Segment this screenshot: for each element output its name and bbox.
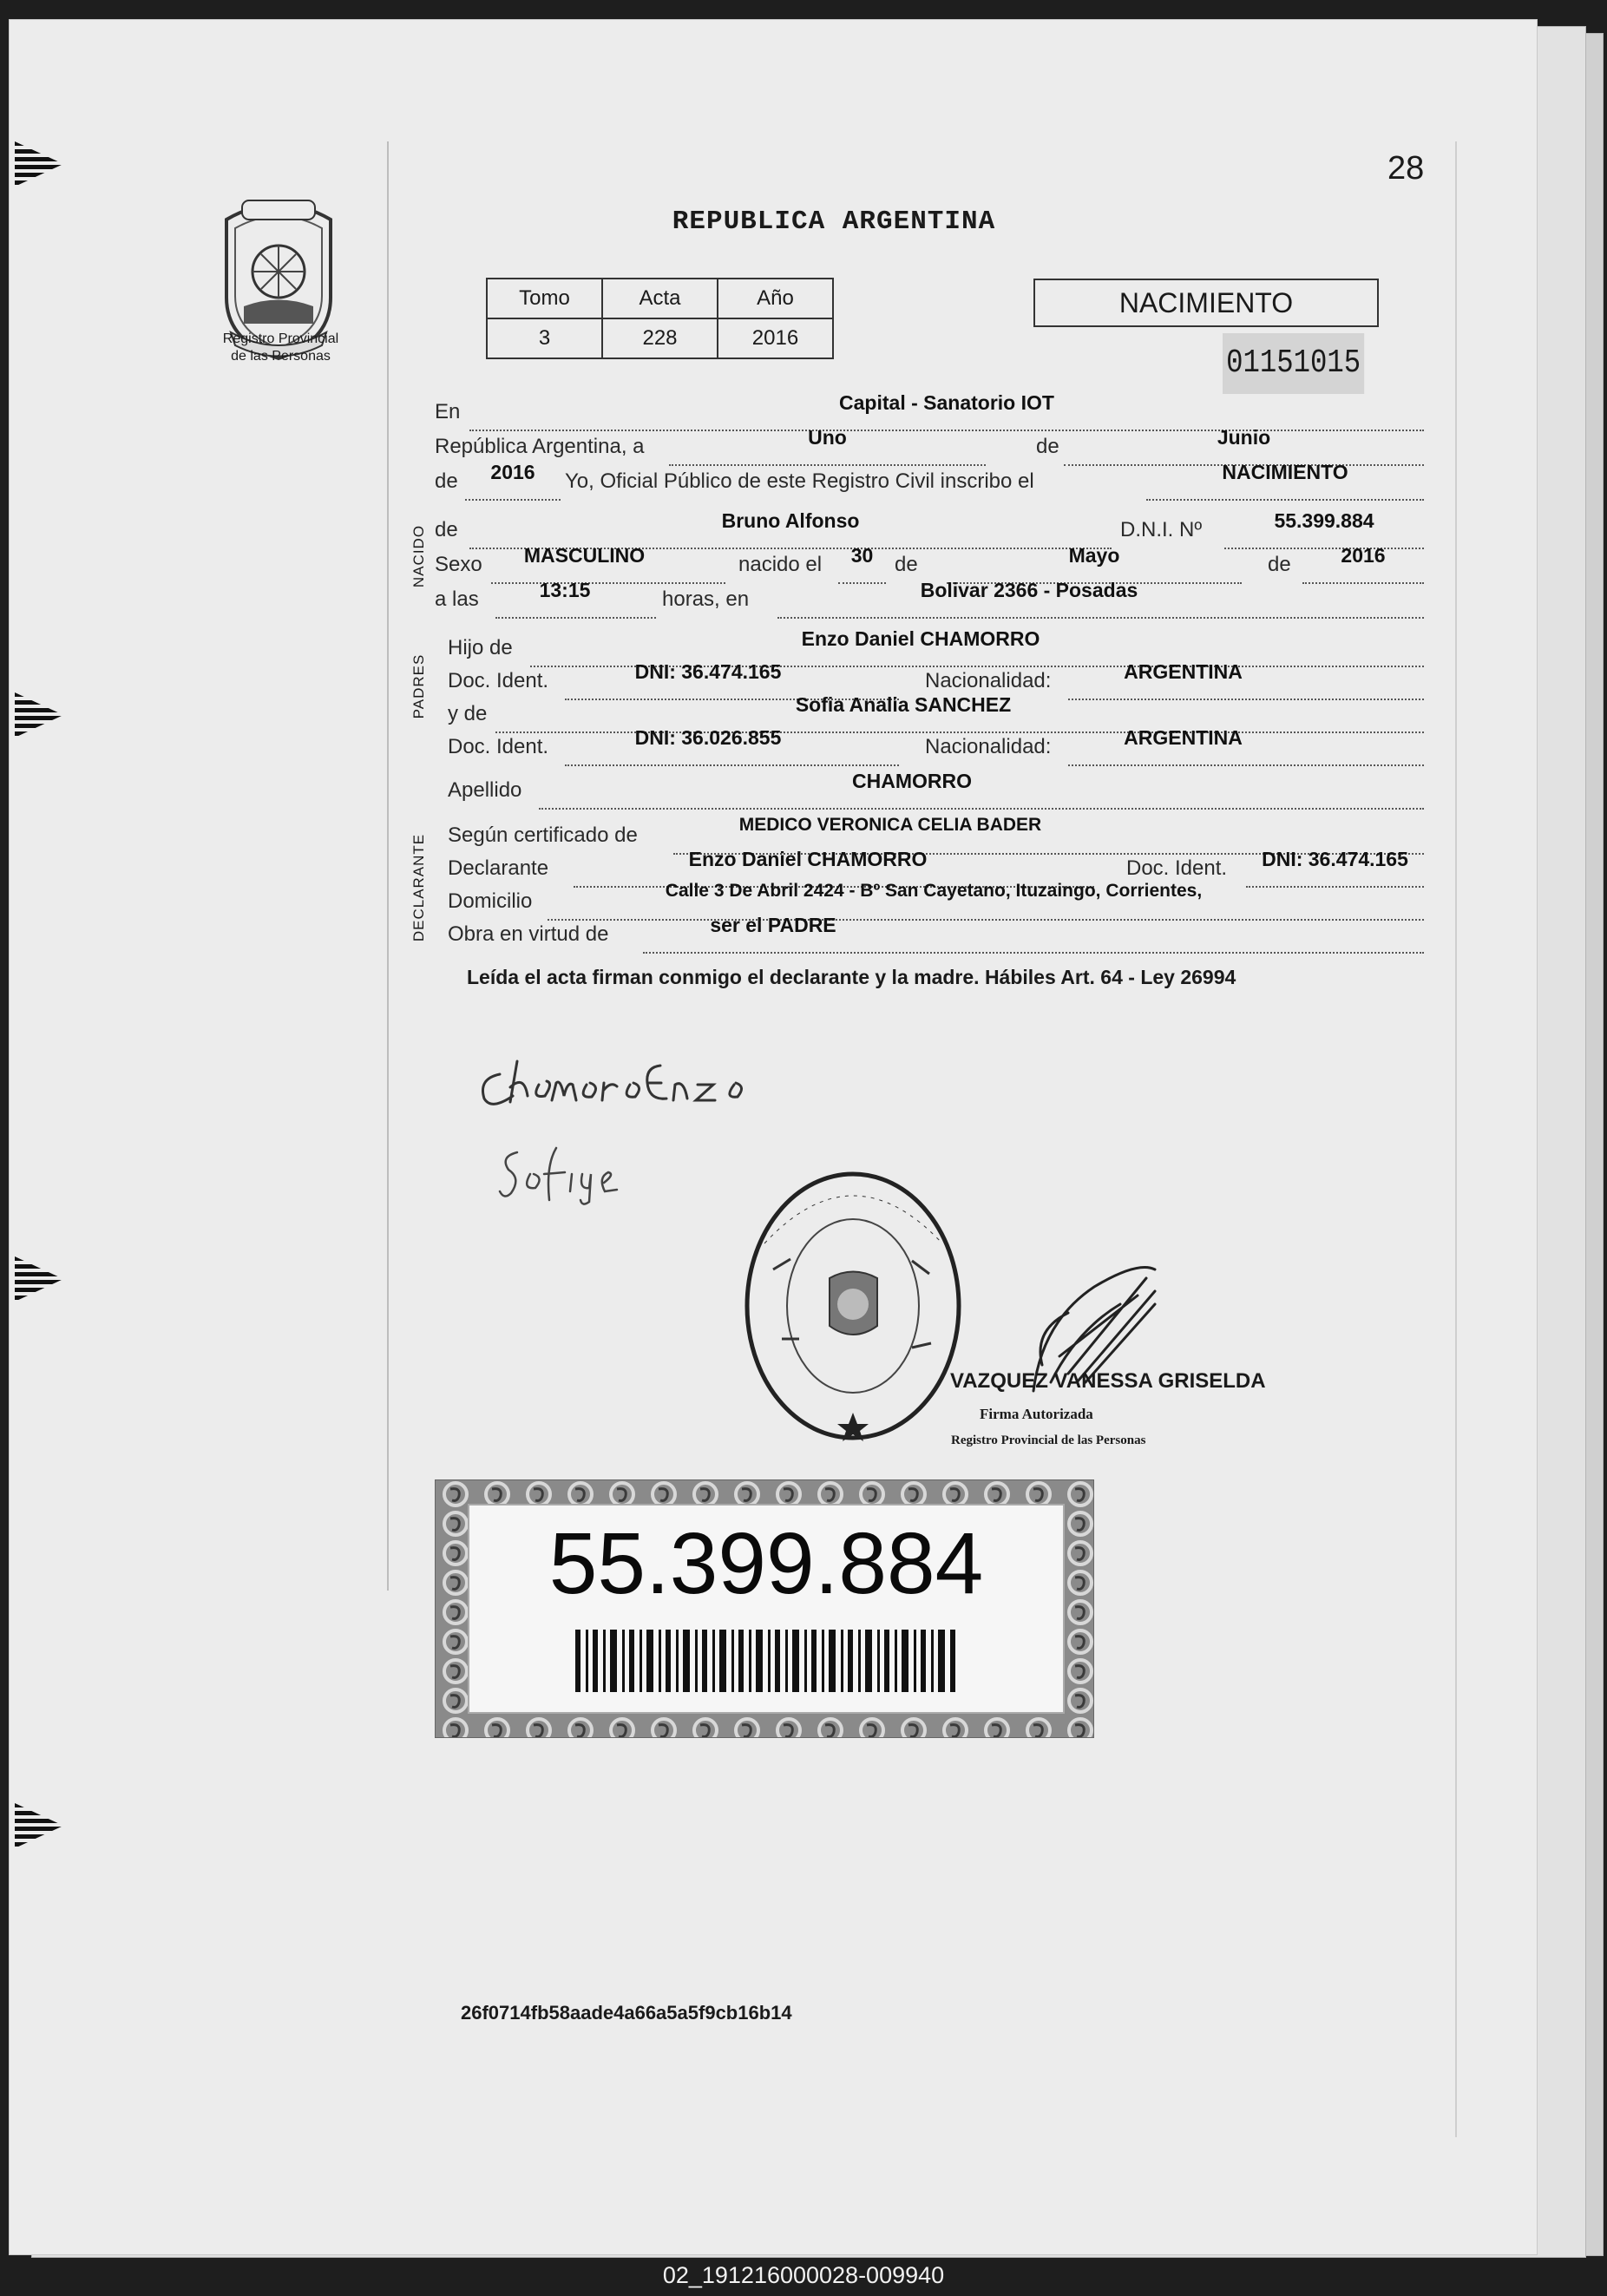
table-row — [487, 279, 833, 318]
binder-tab — [10, 1794, 63, 1857]
book-reference-table — [486, 278, 834, 359]
row-hora — [435, 579, 1433, 622]
authorized-org: Registro Provincial de las Personas — [951, 1433, 1146, 1447]
label-nacionalidad: Nacionalidad: — [925, 669, 1052, 692]
value-dni: 55.399.884 — [1274, 509, 1374, 532]
label-sexo: Sexo — [435, 553, 482, 576]
label-declarante: Declarante — [448, 856, 549, 880]
binder-tab — [10, 133, 63, 195]
value-padre: Enzo Daniel CHAMORRO — [801, 627, 1040, 650]
margin-rule — [387, 141, 389, 1591]
birth-certificate-page — [9, 19, 1538, 2255]
label-dni: D.N.I. Nº — [1120, 518, 1203, 541]
value-declarante: Enzo Daniel CHAMORRO — [688, 848, 928, 870]
label-republica: República Argentina, a — [435, 435, 645, 458]
value-madre-doc: DNI: 36.026.855 — [634, 726, 782, 749]
value-dia-nac: 30 — [850, 544, 874, 567]
anio-header: Año — [718, 279, 833, 318]
registry-seal-icon — [738, 1165, 968, 1447]
value-padre-doc: DNI: 36.474.165 — [634, 660, 782, 683]
declarante-signature — [474, 1048, 769, 1118]
row-oficial — [435, 461, 1433, 504]
label-de: de — [435, 469, 458, 493]
anio-value: 2016 — [718, 318, 833, 358]
row-apellido — [448, 770, 1433, 813]
label-doc: Doc. Ident. — [1126, 856, 1228, 880]
legal-text: Leída el acta firman conmigo el declarante y la madre. Hábiles Art. 64 - Ley 26994 — [467, 966, 1236, 988]
label-oficial: Yo, Oficial Público de este Registro Civil inscribo el — [565, 469, 1034, 493]
margin-rule — [1455, 141, 1457, 2137]
value-domicilio: Calle 3 De Abril 2424 - Bº San Cayetano, Ituzaingo, Corrientes, — [665, 881, 1203, 901]
label-certificado: Según certificado de — [448, 823, 638, 847]
value-lugar: Capital - Sanatorio IOT — [839, 391, 1054, 414]
tomo-value: 3 — [487, 318, 602, 358]
label-de: de — [895, 553, 918, 576]
emblem-caption: Registro Provincial de las Personas — [222, 331, 339, 364]
value-madre: Sofia Analia SANCHEZ — [795, 693, 1012, 716]
id-barcode-label — [435, 1479, 1094, 1738]
binder-tab — [10, 684, 63, 746]
side-label-nacido: NACIDO — [410, 524, 427, 588]
value-anio-acta: 2016 — [490, 461, 535, 483]
row-madre-doc — [448, 726, 1433, 770]
label-doc: Doc. Ident. — [448, 735, 549, 758]
label-obra: Obra en virtud de — [448, 922, 609, 946]
label-nacido: nacido el — [738, 553, 823, 576]
authorized-name: VAZQUEZ VANESSA GRISELDA — [950, 1369, 1266, 1393]
record-type-box: NACIMIENTO — [1033, 279, 1379, 327]
page-number: 28 — [1387, 150, 1425, 187]
value-hora: 13:15 — [539, 579, 591, 601]
label-apellido: Apellido — [448, 778, 522, 802]
scan-footer-code: 02_191216000028-009940 — [662, 2262, 945, 2288]
table-row — [487, 318, 833, 358]
label-y-de: y de — [448, 702, 488, 725]
label-doc: Doc. Ident. — [448, 669, 549, 692]
label-inner — [468, 1504, 1065, 1714]
label-de: de — [435, 518, 458, 541]
value-dia-acta: Uno — [808, 426, 847, 449]
binder-tab — [10, 1248, 63, 1310]
value-sexo: MASCULINO — [523, 544, 646, 567]
value-declarante-doc: DNI: 36.474.165 — [1262, 848, 1408, 870]
value-tipo: NACIMIENTO — [1222, 461, 1348, 483]
label-a-las: a las — [435, 587, 479, 611]
authorized-role: Firma Autorizada — [980, 1406, 1093, 1422]
country-title: REPUBLICA ARGENTINA — [672, 207, 996, 237]
document-hash: 26f0714fb58aade4a66a5a5f9cb16b14 — [461, 2002, 792, 2024]
label-domicilio: Domicilio — [448, 889, 533, 913]
value-mes-nac: Mayo — [1068, 544, 1120, 567]
side-label-declarante: DECLARANTE — [410, 833, 427, 942]
value-obra: ser el PADRE — [710, 914, 836, 936]
madre-signature — [495, 1139, 626, 1209]
value-nombre: Bruno Alfonso — [721, 509, 860, 532]
row-obra — [448, 914, 1433, 957]
value-apellido: CHAMORRO — [852, 770, 972, 792]
label-en: En — [435, 400, 461, 423]
tomo-header: Tomo — [487, 279, 602, 318]
id-number: 55.399.884 — [548, 1515, 984, 1612]
value-lugar-nac: Bolivar 2366 - Posadas — [920, 579, 1138, 601]
side-label-padres: PADRES — [410, 653, 427, 719]
value-certificado: MEDICO VERONICA CELIA BADER — [738, 815, 1042, 835]
label-hijo-de: Hijo de — [448, 636, 513, 659]
label-horas-en: horas, en — [662, 587, 750, 611]
serial-number: 01151015 — [1223, 333, 1364, 394]
value-anio-nac: 2016 — [1341, 544, 1386, 567]
barcode-icon — [575, 1630, 957, 1692]
label-nacionalidad: Nacionalidad: — [925, 735, 1052, 758]
acta-value: 228 — [602, 318, 718, 358]
label-de: de — [1036, 435, 1059, 458]
row-domicilio — [448, 881, 1433, 924]
value-madre-nac: ARGENTINA — [1124, 726, 1243, 749]
acta-header: Acta — [602, 279, 718, 318]
value-mes-acta: Junio — [1217, 426, 1271, 449]
label-de: de — [1268, 553, 1291, 576]
value-padre-nac: ARGENTINA — [1124, 660, 1243, 683]
